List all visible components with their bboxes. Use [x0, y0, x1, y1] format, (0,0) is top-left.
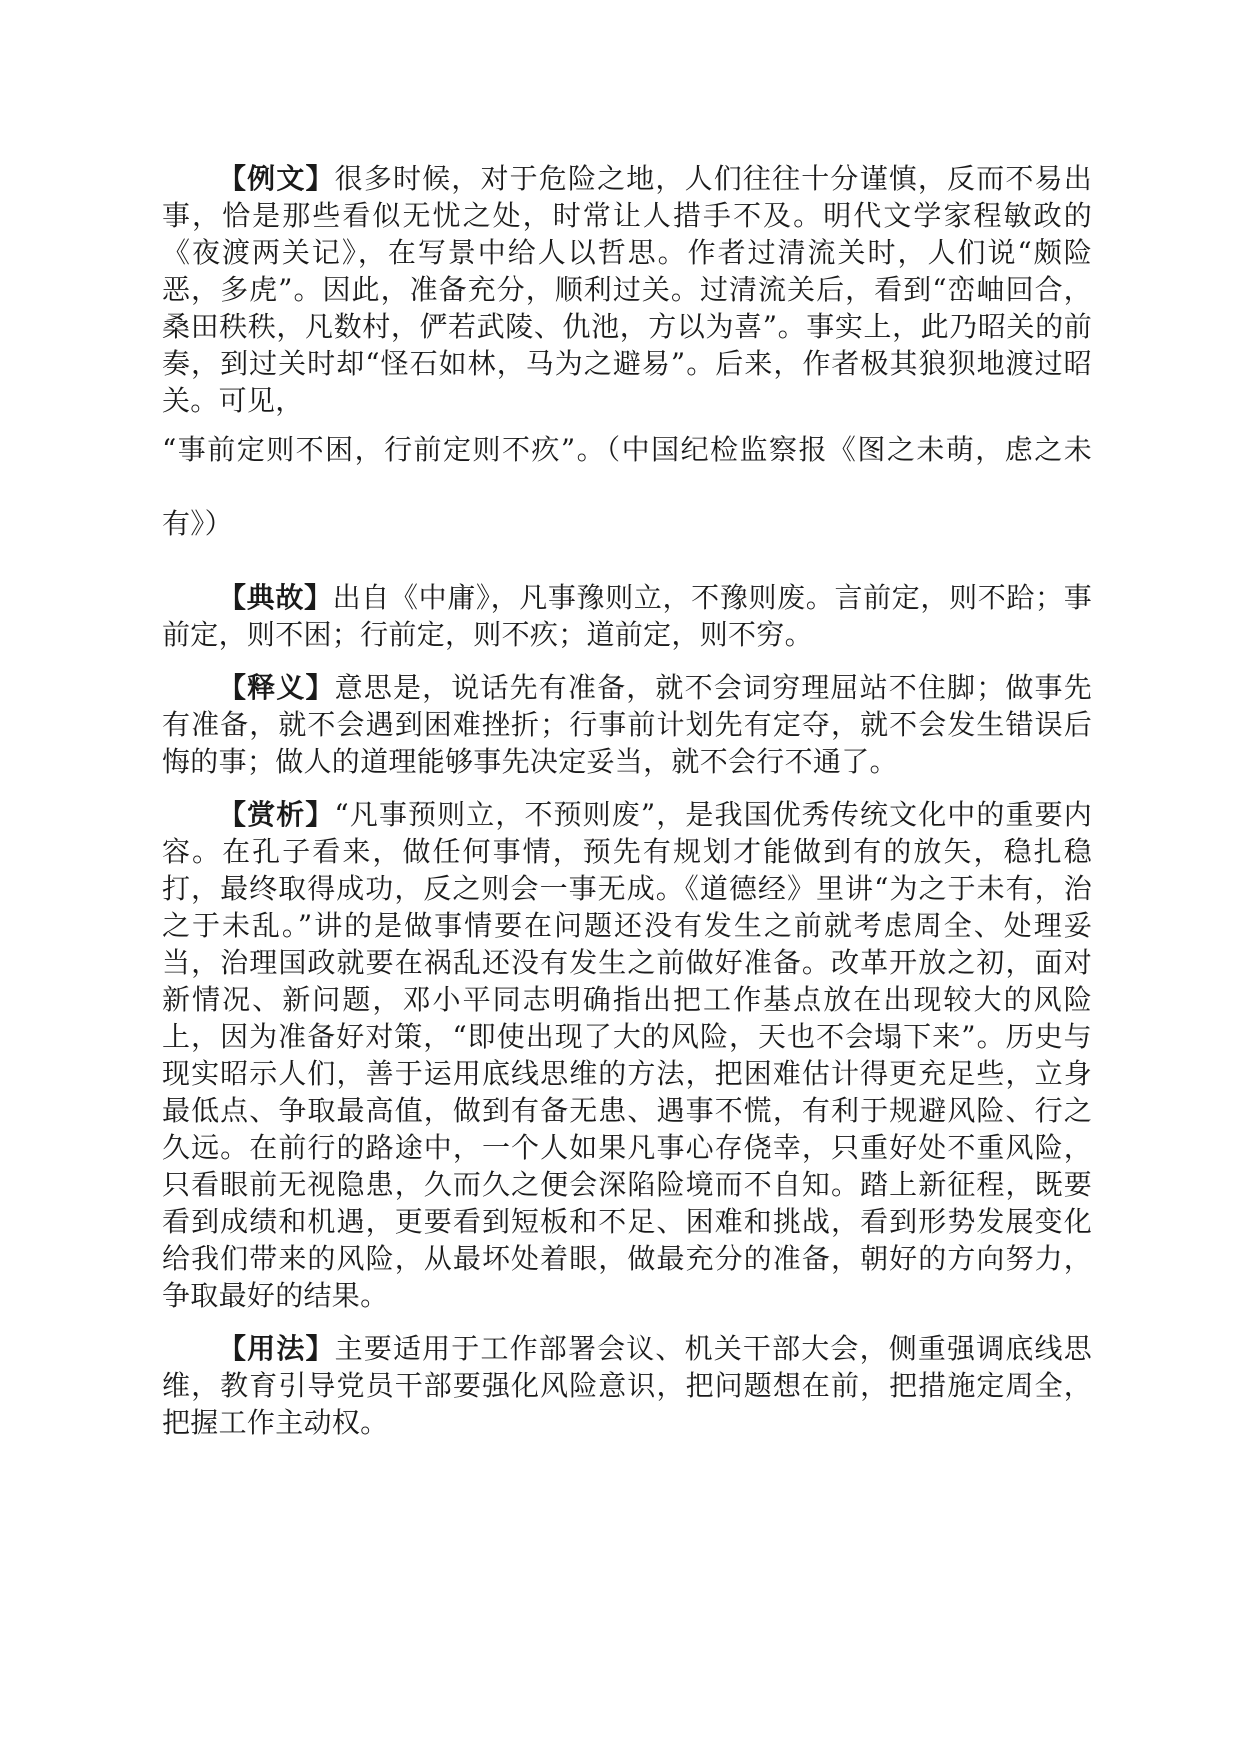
paragraph-allusion [162, 579, 1092, 653]
appreciation-tag: 【赏析】 [218, 798, 335, 831]
allusion-tag: 【典故】 [218, 581, 333, 614]
usage-tag: 【用法】 [218, 1332, 335, 1365]
paragraph-appreciation [162, 796, 1092, 1314]
document-page [162, 160, 1092, 1457]
example-source: （中国纪检监察报《图之未萌，虑之未有》） [162, 433, 1093, 540]
paragraph-meaning [162, 669, 1092, 780]
allusion-text: 出自《中庸》，凡事豫则立，不豫则废。言前定，则不跲；事前定，则不困；行前定，则不疚；道前定，则不穷。 [162, 581, 1093, 651]
example-quote: “事前定则不困，行前定则不疚”。 [162, 433, 607, 466]
meaning-tag: 【释义】 [218, 671, 335, 704]
example-text: 很多时候，对于危险之地，人们往往十分谨慎，反而不易出事，恰是那些看似无忧之处，时常让人措手不及。明代文学家程敏政的《夜渡两关记》，在写景中给人以哲思。作者过清流关时，人们说“颇险恶，多虎”。因此，准备充分，顺利过关。过清流关后，看到“峦岫回合，桑田秩秩，凡数村，俨若武陵、仇池，方以为喜”。事实上，此乃昭关的前奏，到过关时却“怪石如林，马为之避易”。后来，作者极其狼狈地渡过昭关。可见， [162, 162, 1092, 417]
paragraph-example [162, 160, 1092, 561]
paragraph-usage [162, 1330, 1092, 1441]
meaning-text: 意思是，说话先有准备，就不会词穷理屈站不住脚；做事先有准备，就不会遇到困难挫折；行事前计划先有定夺，就不会发生错误后悔的事；做人的道理能够事先决定妥当，就不会行不通了。 [162, 671, 1092, 778]
example-tag: 【例文】 [218, 162, 335, 195]
usage-text: 主要适用于工作部署会议、机关干部大会，侧重强调底线思维，教育引导党员干部要强化风险意识，把问题想在前，把措施定周全，把握工作主动权。 [162, 1332, 1092, 1439]
appreciation-text: “凡事预则立，不预则废”，是我国优秀传统文化中的重要内容。在孔子看来，做任何事情，预先有规划才能做到有的放矢，稳扎稳打，最终取得成功，反之则会一事无成。《道德经》里讲“为之于未有，治之于未乱。”讲的是做事情要在问题还没有发生之前就考虑周全、处理妥当，治理国政就要在祸乱还没有发生之前做好准备。改革开放之初，面对新情况、新问题，邓小平同志明确指出把工作基点放在出现较大的风险上，因为准备好对策，“即使出现了大的风险，天也不会塌下来”。历史与现实昭示人们，善于运用底线思维的方法，把困难估计得更充足些，立身最低点、争取最高值，做到有备无患、遇事不慌，有利于规避风险、行之久远。在前行的路途中，一个人如果凡事心存侥幸，只重好处不重风险，只看眼前无视隐患，久而久之便会深陷险境而不自知。踏上新征程，既要看到成绩和机遇，更要看到短板和不足、困难和挑战，看到形势发展变化给我们带来的风险，从最坏处着眼，做最充分的准备，朝好的方向努力，争取最好的结果。 [162, 798, 1093, 1312]
example-tail [162, 413, 1092, 561]
